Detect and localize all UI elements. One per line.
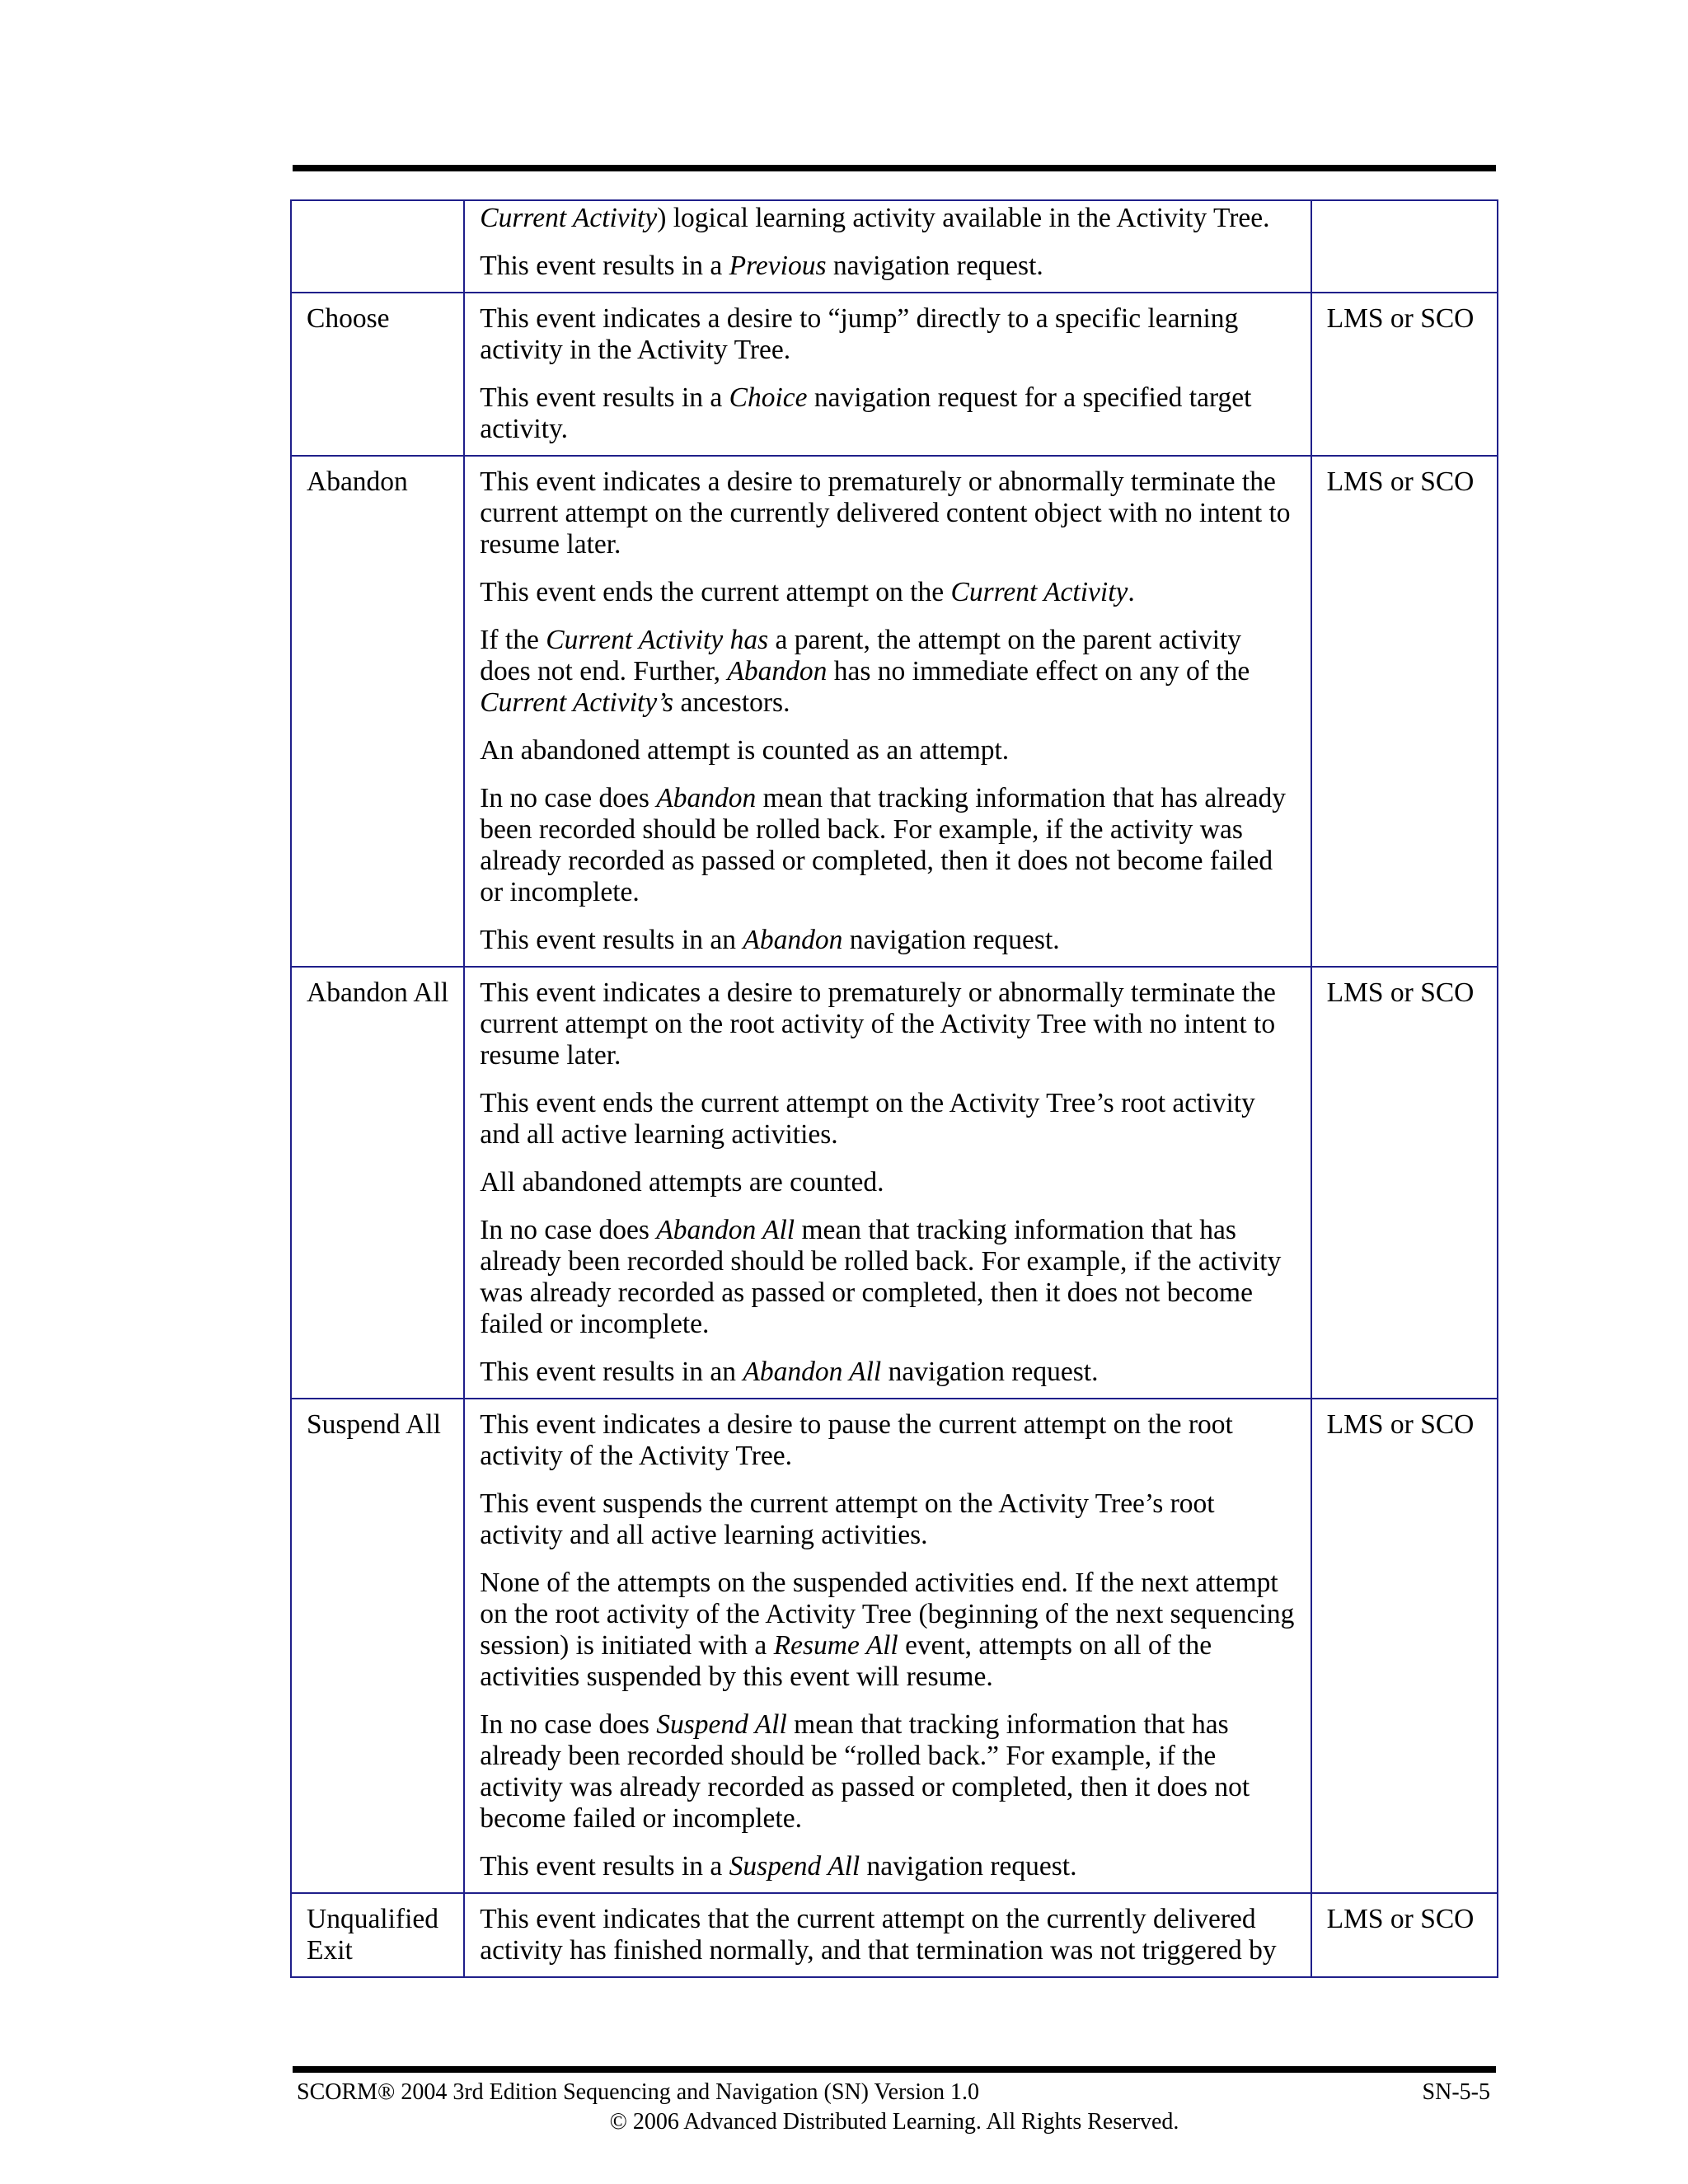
event-source-cell [1311, 200, 1498, 293]
italic-term: Resume All [773, 1630, 898, 1661]
text-run: In no case does [480, 1709, 657, 1740]
text-run: navigation request for a specified target activity. [480, 382, 1252, 444]
text-run: This event suspends the current attempt on the Activity Tree’s root activity and all active learning activities. [480, 1488, 1215, 1550]
description-paragraph [480, 925, 1298, 956]
description-paragraph [480, 251, 1298, 282]
description-paragraph [480, 203, 1298, 234]
text-run: This event results in an [480, 925, 743, 955]
text-run: a parent, the attempt on the parent activity does not end. Further, [480, 625, 1242, 687]
text-run: ancestors. [673, 687, 790, 718]
event-description-cell [464, 456, 1311, 967]
description-paragraph [480, 1851, 1298, 1882]
table-row [291, 293, 1498, 456]
text-run: mean that tracking information that has already been recorded should be “rolled back.” For example, if the activity was already recorded as passed or completed, then it does not become failed or incomplete. [480, 1709, 1250, 1834]
description-paragraph [480, 1488, 1298, 1551]
footer-document-title: SCORM® 2004 3rd Edition Sequencing and Navigation (SN) Version 1.0 [297, 2079, 980, 2105]
table-body [291, 200, 1498, 1977]
event-source-cell: LMS or SCO [1311, 1893, 1498, 1977]
italic-term: Previous [729, 251, 827, 281]
table-row [291, 1399, 1498, 1893]
event-description-cell [464, 200, 1311, 293]
text-run: If the [480, 625, 546, 655]
text-run: In no case does [480, 783, 657, 813]
text-run: . [1128, 577, 1135, 607]
italic-term: Abandon All [656, 1215, 795, 1245]
text-run: This event indicates a desire to pause the current attempt on the root activity of the Activity Tree. [480, 1409, 1233, 1471]
text-run: This event results in a [480, 1851, 729, 1882]
text-run: navigation request. [826, 251, 1043, 281]
table-row [291, 1893, 1498, 1977]
description-paragraph [480, 303, 1298, 366]
italic-term: Current Activity’s [480, 687, 674, 718]
text-run: This event results in an [480, 1357, 743, 1387]
event-name-cell: Suspend All [291, 1399, 464, 1893]
description-paragraph [480, 382, 1298, 445]
text-run: navigation request. [842, 925, 1060, 955]
description-paragraph [480, 1568, 1298, 1693]
text-run: An abandoned attempt is counted as an attempt. [480, 735, 1010, 766]
text-run: ) logical learning activity available in the Activity Tree. [657, 203, 1270, 233]
description-paragraph [480, 1904, 1298, 1966]
event-source-cell: LMS or SCO [1311, 967, 1498, 1399]
event-description-cell [464, 293, 1311, 456]
event-name-cell: Unqualified Exit [291, 1893, 464, 1977]
table-row [291, 456, 1498, 967]
text-run: This event ends the current attempt on the [480, 577, 951, 607]
text-run: This event indicates a desire to “jump” directly to a specific learning activity in the Activity Tree. [480, 303, 1239, 365]
text-run: mean that tracking information that has already been recorded should be rolled back. For example, if the activity was already recorded as passed or completed, then it does not become failed or incomplete. [480, 1215, 1282, 1339]
italic-term: Suspend All [656, 1709, 787, 1740]
description-paragraph [480, 783, 1298, 908]
text-run: None of the attempts on the suspended activities end. If the next attempt on the root activity of the Activity Tree (beginning of the next sequencing session) is initiated with a [480, 1568, 1295, 1661]
text-run: navigation request. [860, 1851, 1077, 1882]
event-source-cell: LMS or SCO [1311, 456, 1498, 967]
text-run: has no immediate effect on any of the [827, 656, 1250, 687]
navigation-events-table [290, 199, 1498, 1978]
description-paragraph [480, 577, 1298, 608]
text-run: This event indicates a desire to prematurely or abnormally terminate the current attempt on the currently delivered content object with no intent to resume later. [480, 466, 1291, 560]
description-paragraph [480, 625, 1298, 719]
text-run: This event ends the current attempt on the Activity Tree’s root activity and all active learning activities. [480, 1088, 1255, 1150]
description-paragraph [480, 1088, 1298, 1151]
italic-term: Choice [729, 382, 808, 413]
description-paragraph [480, 466, 1298, 560]
text-run: mean that tracking information that has already been recorded should be rolled back. For example, if the activity was already recorded as passed or completed, then it does not become failed or incomplete. [480, 783, 1286, 907]
event-name-cell [291, 200, 464, 293]
description-paragraph [480, 1409, 1298, 1472]
footer-copyright: © 2006 Advanced Distributed Learning. All Rights Reserved. [609, 2109, 1179, 2135]
text-run: event, attempts on all of the activities suspended by this event will resume. [480, 1630, 1212, 1692]
event-source-cell: LMS or SCO [1311, 1399, 1498, 1893]
event-description-cell [464, 967, 1311, 1399]
description-paragraph [480, 1215, 1298, 1340]
table-row [291, 967, 1498, 1399]
text-run: navigation request. [881, 1357, 1099, 1387]
text-run: All abandoned attempts are counted. [480, 1167, 884, 1197]
text-run: This event results in a [480, 251, 729, 281]
italic-term: Suspend All [729, 1851, 860, 1882]
event-description-cell [464, 1893, 1311, 1977]
footer-rule [293, 2066, 1496, 2073]
text-run: This event results in a [480, 382, 729, 413]
italic-term: Abandon [743, 925, 843, 955]
description-paragraph [480, 1167, 1298, 1198]
footer-page-number: SN-5-5 [1422, 2079, 1490, 2105]
text-run: In no case does [480, 1215, 657, 1245]
italic-term: Abandon [656, 783, 757, 813]
event-description-cell [464, 1399, 1311, 1893]
italic-term: Abandon [727, 656, 828, 687]
event-name-cell: Abandon All [291, 967, 464, 1399]
description-paragraph [480, 1709, 1298, 1835]
table-row [291, 200, 1498, 293]
text-run: This event indicates that the current attempt on the currently delivered activity has finished normally, and that termination was not triggered by [480, 1904, 1277, 1966]
header-rule [293, 165, 1496, 171]
event-name-cell: Abandon [291, 456, 464, 967]
italic-term: Current Activity [480, 203, 658, 233]
description-paragraph [480, 977, 1298, 1071]
description-paragraph [480, 735, 1298, 766]
description-paragraph [480, 1357, 1298, 1388]
italic-term: Abandon All [743, 1357, 882, 1387]
event-source-cell: LMS or SCO [1311, 293, 1498, 456]
event-name-cell: Choose [291, 293, 464, 456]
text-run: This event indicates a desire to prematurely or abnormally terminate the current attempt on the root activity of the Activity Tree with no intent to resume later. [480, 977, 1276, 1071]
italic-term: Current Activity has [546, 625, 769, 655]
italic-term: Current Activity [950, 577, 1128, 607]
